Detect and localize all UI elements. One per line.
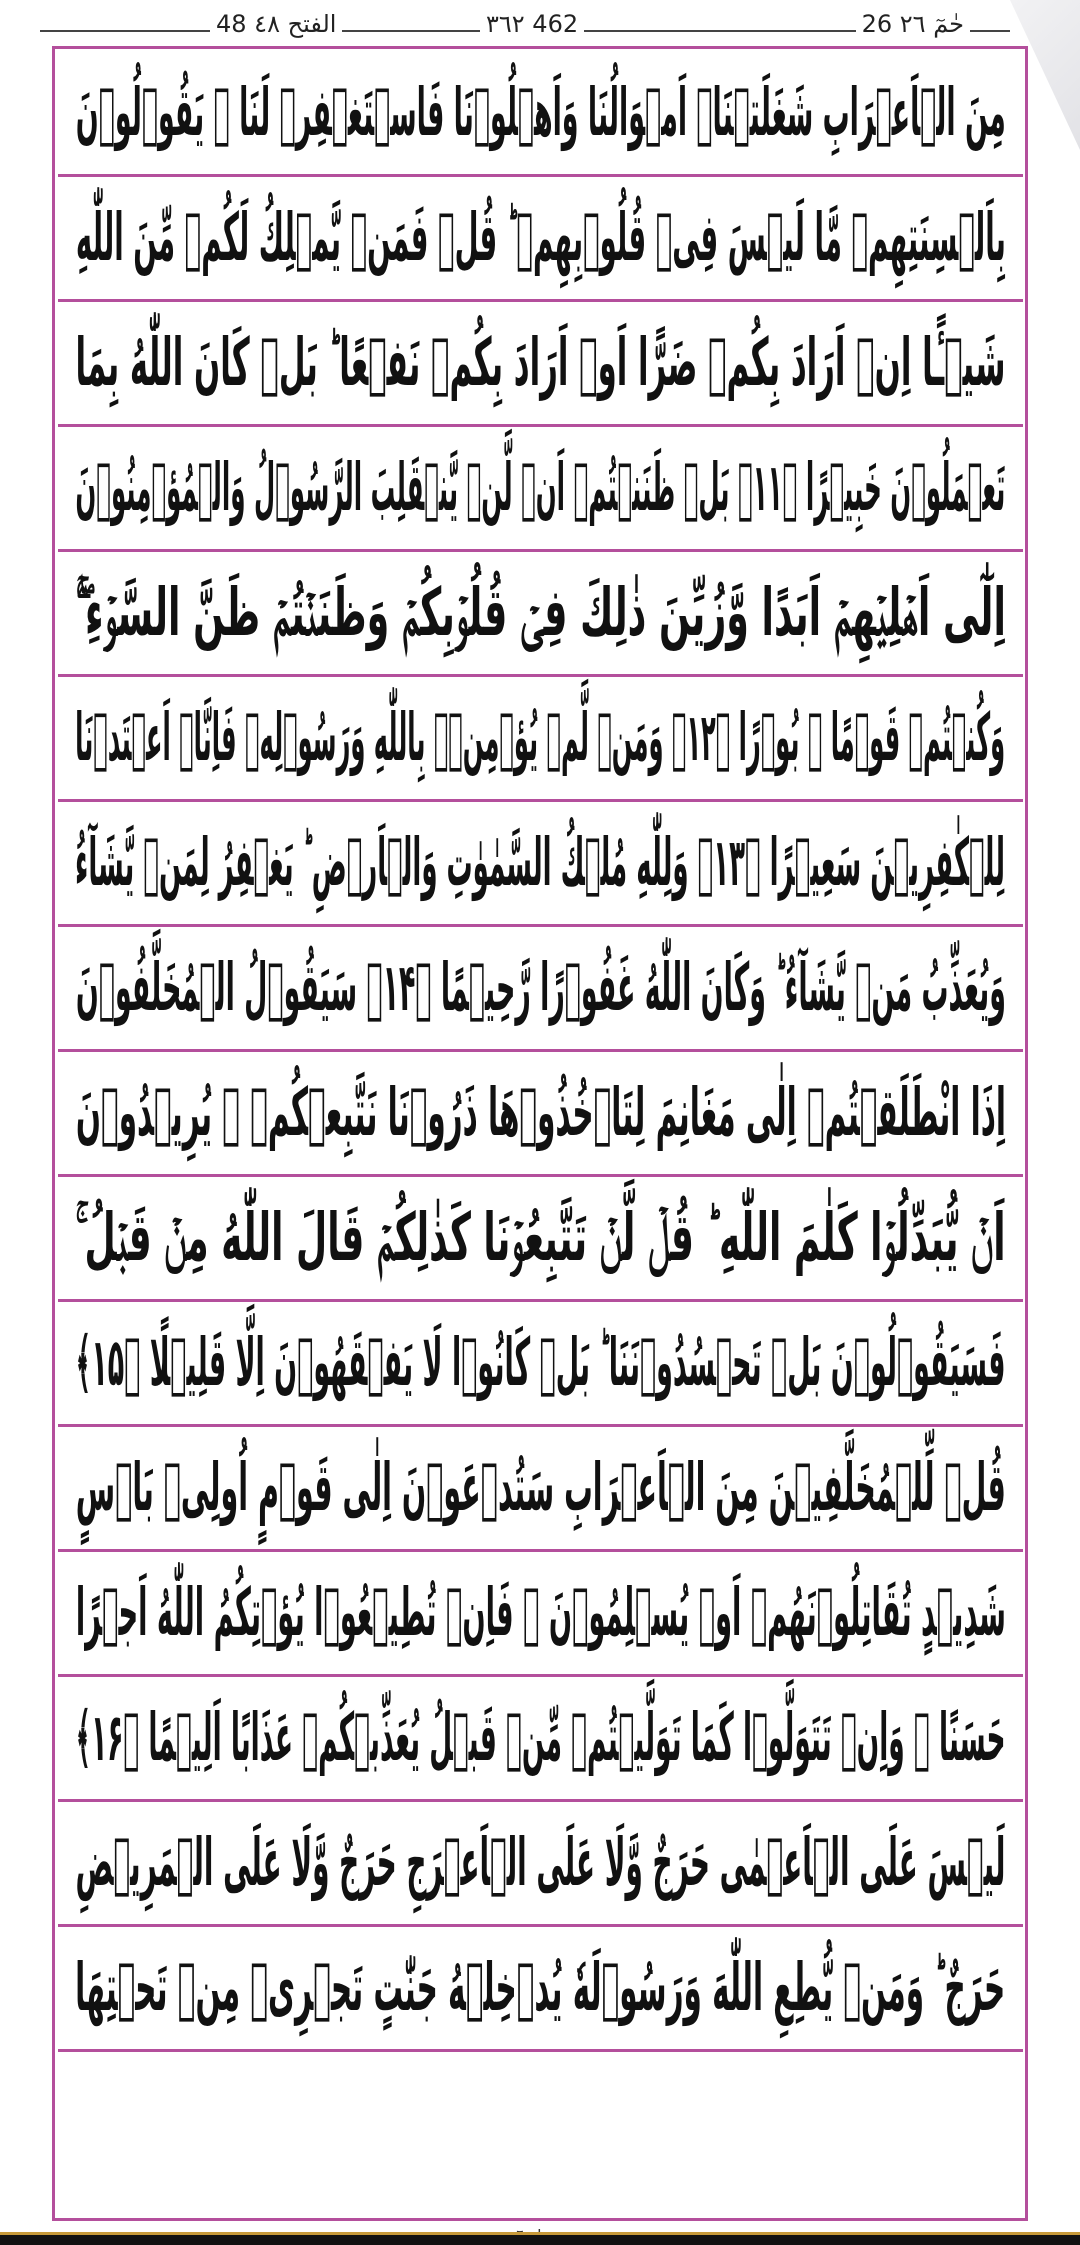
verse-line	[58, 302, 1023, 427]
page-number: ٣٦٢ 462	[480, 10, 584, 38]
verse-line-text: وَكُنۡتُمۡ قَوۡمًا ۢ بُوۡرًا ﴿۱۲﴾ وَمَنۡ لَّمۡ يُؤۡمِنۡۢ بِاللّٰهِ وَرَسُوۡلِهٖ فَاِنَّاۤ اَعۡتَدۡنَا	[75, 699, 1006, 776]
verse-line-text: اَنۡ يُّبَدِّلُوۡا كَلٰمَ اللّٰهِ ؕ قُلۡ لَّنۡ تَتَّبِعُوۡنَا كَذٰلِكُمۡ قَالَ اللّٰهُ مِنۡ قَبۡلُ ۚ	[75, 1199, 1006, 1276]
verse-line	[58, 1177, 1023, 1302]
verse-line-text: بِاَلۡسِنَتِهِمۡ مَّا لَيۡسَ فِىۡ قُلُوۡبِهِمۡ ؕ قُلۡ فَمَنۡ يَّمۡلِكُ لَكُمۡ مِّنَ اللّٰهِ	[75, 199, 1006, 276]
verse-line-text: لِلۡكٰفِرِيۡنَ سَعِيۡرًا ﴿۱۳﴾ وَلِلّٰهِ مُلۡكُ السَّمٰوٰتِ وَالۡاَرۡضِ ؕ يَغۡفِرُ لِمَنۡ يَّشَآءُ	[75, 824, 1006, 901]
surah-label: 48 الفتح ٤٨	[210, 10, 342, 38]
verse-line-text: شَيۡـًٔا اِنۡ اَرَادَ بِكُمۡ ضَرًّا اَوۡ اَرَادَ بِكُمۡ نَفۡعًا ؕ بَلۡ كَانَ اللّٰهُ بِمَا	[75, 324, 1006, 401]
verse-line	[58, 1427, 1023, 1552]
verse-line-text: فَسَيَقُوۡلُوۡنَ بَلۡ تَحۡسُدُوۡنَنَا ؕ بَلۡ كَانُوۡا لَا يَفۡقَهُوۡنَ اِلَّا قَلِيۡلًا ﴿۱۵﴾	[75, 1324, 1006, 1401]
page-header	[40, 4, 1010, 42]
juz-label: 26 حٰمٓ ٢٦	[856, 10, 970, 38]
verse-line	[58, 1677, 1023, 1802]
verse-line	[58, 427, 1023, 552]
verse-line	[58, 177, 1023, 302]
verse-line-text: شَدِيۡدٍ تُقَاتِلُوۡنَهُمۡ اَوۡ يُسۡلِمُوۡنَ ۚ فَاِنۡ تُطِيۡعُوۡا يُؤۡتِكُمُ اللّٰهُ اَجۡرًا	[75, 1574, 1006, 1651]
verse-line-text: تَعۡمَلُوۡنَ خَبِيۡرًا ﴿۱۱﴾ بَلۡ ظَنَنۡتُمۡ اَنۡ لَّنۡ يَّنۡقَلِبَ الرَّسُوۡلُ وَالۡمُؤۡمِنُوۡنَ	[75, 449, 1006, 526]
verse-line	[58, 802, 1023, 927]
verse-line	[58, 927, 1023, 1052]
verse-line-text: حَسَنًا ۚ وَاِنۡ تَتَوَلَّوۡا كَمَا تَوَلَّيۡتُمۡ مِّنۡ قَبۡلُ يُعَذِّبۡكُمۡ عَذَابًا اَلِيۡمًا ﴿۱۶﴾	[75, 1699, 1006, 1776]
verse-line	[58, 1302, 1023, 1427]
verse-line	[58, 677, 1023, 802]
verse-line	[58, 552, 1023, 677]
verse-line-text: وَيُعَذِّبُ مَنۡ يَّشَآءُ ؕ وَكَانَ اللّٰهُ غَفُوۡرًا رَّحِيۡمًا ﴿۱۴﴾ سَيَقُوۡلُ الۡمُخَلَّفُوۡنَ	[75, 949, 1006, 1026]
verse-line	[58, 1552, 1023, 1677]
verse-line	[58, 52, 1023, 177]
verse-line	[58, 1927, 1023, 2052]
bottom-bar	[0, 2235, 1080, 2245]
verse-line-text: اِذَا انْطَلَقۡتُمۡ اِلٰى مَغَانِمَ لِتَاۡخُذُوۡهَا ذَرُوۡنَا نَتَّبِعۡكُمۡ ۚ يُرِيۡدُوۡنَ	[75, 1074, 1006, 1151]
verse-line-text: قُلۡ لِّلۡمُخَلَّفِيۡنَ مِنَ الۡاَعۡرَابِ سَتُدۡعَوۡنَ اِلٰى قَوۡمٍ اُولِىۡ بَاۡسٍ	[75, 1449, 1006, 1526]
verse-line-text: مِنَ الۡاَعۡرَابِ شَغَلَتۡنَاۤ اَمۡوَالُنَا وَاَهۡلُوۡنَا فَاسۡتَغۡفِرۡ لَنَا ۚ يَقُوۡلُوۡنَ	[75, 74, 1006, 151]
verse-line-text: اِلٰٓى اَهۡلِيۡهِمۡ اَبَدًا وَّزُيِّنَ ذٰلِكَ فِىۡ قُلُوۡبِكُمۡ وَظَنَنۡتُمۡ ظَنَّ السَّوۡءِ ۖۚ	[75, 574, 1006, 651]
verse-line	[58, 1052, 1023, 1177]
verse-line-text: لَيۡسَ عَلَى الۡاَعۡمٰى حَرَجٌ وَّلَا عَلَى الۡاَعۡرَجِ حَرَجٌ وَّلَا عَلَى الۡمَرِيۡضِ	[75, 1824, 1006, 1901]
verse-line-text: حَرَجٌ ؕ وَمَنۡ يُّطِعِ اللّٰهَ وَرَسُوۡلَهٗ يُدۡخِلۡهُ جَنّٰتٍ تَجۡرِىۡ مِنۡ تَحۡتِهَا	[75, 1949, 1006, 2026]
verse-line	[58, 1802, 1023, 1927]
